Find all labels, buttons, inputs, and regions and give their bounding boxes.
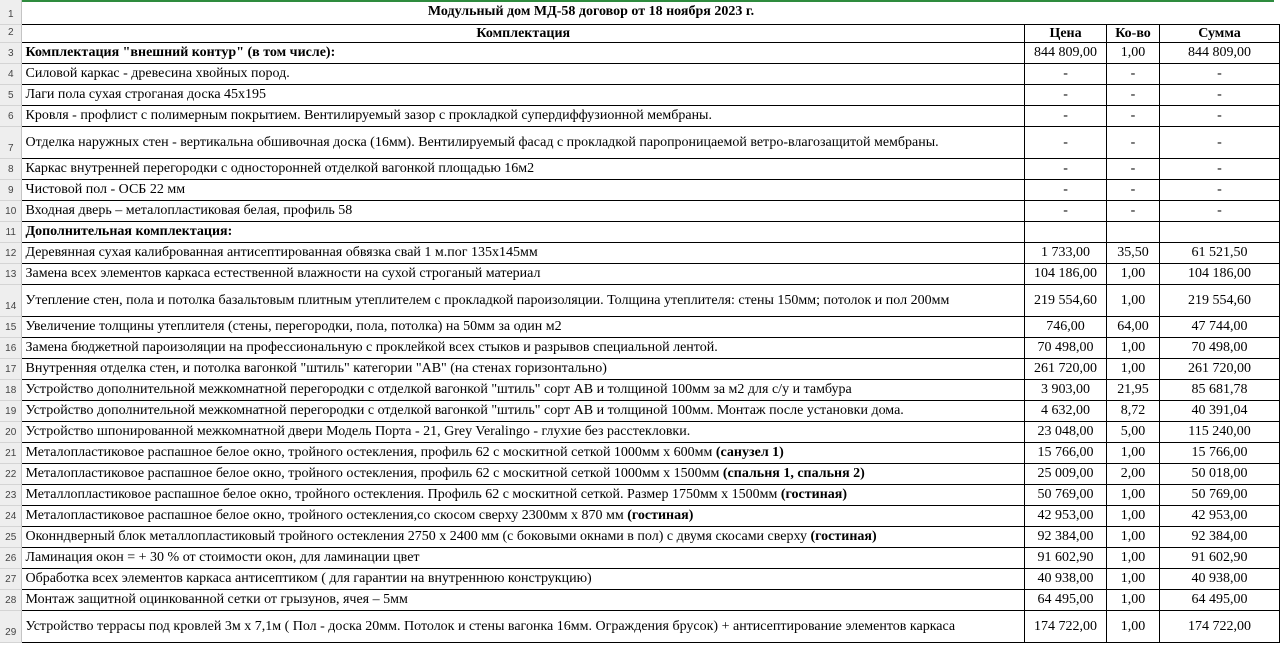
qty-cell[interactable]: - (1107, 158, 1160, 179)
item-description-text: Входная дверь – металопластиковая белая, профиль 58 (25, 203, 353, 218)
price-cell[interactable]: 4 632,00 (1025, 400, 1107, 421)
row-number[interactable]: 13 (0, 263, 22, 284)
qty-cell[interactable]: 21,95 (1107, 379, 1160, 400)
item-description[interactable] (22, 568, 1025, 589)
qty-cell[interactable]: 2,00 (1107, 463, 1160, 484)
row-number[interactable]: 25 (0, 526, 22, 547)
price-cell[interactable]: 40 938,00 (1025, 568, 1107, 589)
item-description-text: Силовой каркас - древесина хвойных пород. (25, 66, 290, 81)
item-description-text: Обработка всех элементов каркаса антисептиком ( для гарантии на внутреннюю конструкцию) (25, 571, 592, 586)
row-number[interactable]: 1 (0, 0, 22, 24)
price-cell[interactable]: - (1025, 63, 1107, 84)
table-row (0, 568, 1280, 589)
table-row (0, 263, 1280, 284)
item-description[interactable] (22, 463, 1025, 484)
table-row (0, 337, 1280, 358)
price-cell[interactable]: - (1025, 179, 1107, 200)
qty-cell[interactable]: 1,00 (1107, 42, 1160, 63)
room-note: (гостиная) (780, 487, 848, 502)
price-cell[interactable]: 261 720,00 (1025, 358, 1107, 379)
item-description-text: Чистовой пол - ОСБ 22 мм (25, 182, 186, 197)
price-cell[interactable]: - (1025, 158, 1107, 179)
item-description[interactable] (22, 126, 1025, 158)
sum-cell[interactable]: 61 521,50 (1160, 242, 1280, 263)
price-cell[interactable]: - (1025, 200, 1107, 221)
qty-cell[interactable]: 35,50 (1107, 242, 1160, 263)
item-description-text: Деревянная сухая калиброванная антисептированная обвязка свай 1 м.пог 135х145мм (25, 245, 538, 260)
room-note: (спальня 1, спальня 2) (722, 466, 865, 481)
qty-cell[interactable]: 64,00 (1107, 316, 1160, 337)
item-description[interactable] (22, 158, 1025, 179)
item-description-text: Устройство дополнительной межкомнатной перегородки с отделкой вагонкой "штиль" сорт АВ и толщиной 100мм за м2 для с/у и тамбура (25, 382, 852, 397)
price-cell[interactable]: 3 903,00 (1025, 379, 1107, 400)
table-row (0, 63, 1280, 84)
table-row (0, 126, 1280, 158)
section-row (0, 42, 1280, 63)
table-row (0, 463, 1280, 484)
sum-cell[interactable]: 15 766,00 (1160, 442, 1280, 463)
qty-cell[interactable]: - (1107, 84, 1160, 105)
price-cell[interactable]: 219 554,60 (1025, 284, 1107, 316)
sum-cell[interactable]: 70 498,00 (1160, 337, 1280, 358)
item-description-text: Утепление стен, пола и потолка базальтовым плитным утеплителем с прокладкой пароизоляции. Толщина утеплителя: стены 150мм; потолок и пол 200мм (25, 292, 950, 308)
qty-cell[interactable]: - (1107, 63, 1160, 84)
qty-cell[interactable] (1107, 221, 1160, 242)
header-description[interactable]: Комплектация (22, 24, 1025, 42)
item-description-text: Металопластиковое распашное белое окно, тройного остекления, профиль 62 с москитной сеткой 1000мм х 600мм (25, 445, 716, 460)
table-row (0, 400, 1280, 421)
table-row (0, 284, 1280, 316)
sum-cell[interactable]: 42 953,00 (1160, 505, 1280, 526)
row-number[interactable]: 23 (0, 484, 22, 505)
sum-cell[interactable]: 40 391,04 (1160, 400, 1280, 421)
sum-cell[interactable]: - (1160, 158, 1280, 179)
room-note: (гостиная) (810, 529, 877, 544)
row-number[interactable]: 12 (0, 242, 22, 263)
price-cell[interactable]: 91 602,90 (1025, 547, 1107, 568)
row-number[interactable]: 7 (0, 126, 22, 158)
item-description[interactable] (22, 284, 1025, 316)
qty-cell[interactable]: 1,00 (1107, 263, 1160, 284)
item-description[interactable] (22, 42, 1025, 63)
row-number[interactable]: 9 (0, 179, 22, 200)
item-description-text: Дополнительная комплектация: (25, 224, 233, 239)
price-cell[interactable]: 104 186,00 (1025, 263, 1107, 284)
sum-cell[interactable]: 844 809,00 (1160, 42, 1280, 63)
sum-cell[interactable] (1160, 221, 1280, 242)
price-cell[interactable]: 174 722,00 (1025, 610, 1107, 642)
row-number[interactable]: 5 (0, 84, 22, 105)
price-cell[interactable]: 15 766,00 (1025, 442, 1107, 463)
header-row (0, 24, 1280, 42)
table-row (0, 610, 1280, 642)
price-cell[interactable]: 64 495,00 (1025, 589, 1107, 610)
item-description[interactable] (22, 505, 1025, 526)
qty-cell[interactable]: 1,00 (1107, 568, 1160, 589)
table-row (0, 547, 1280, 568)
title-row (0, 0, 1280, 24)
price-cell[interactable]: 92 384,00 (1025, 526, 1107, 547)
item-description[interactable] (22, 547, 1025, 568)
item-description[interactable] (22, 242, 1025, 263)
item-description[interactable] (22, 221, 1025, 242)
table-row (0, 379, 1280, 400)
table-row (0, 158, 1280, 179)
row-number[interactable]: 22 (0, 463, 22, 484)
row-number[interactable]: 10 (0, 200, 22, 221)
row-number[interactable]: 21 (0, 442, 22, 463)
row-number[interactable]: 20 (0, 421, 22, 442)
qty-cell[interactable]: 1,00 (1107, 610, 1160, 642)
item-description[interactable] (22, 400, 1025, 421)
sum-cell[interactable]: 64 495,00 (1160, 589, 1280, 610)
table-row (0, 316, 1280, 337)
qty-cell[interactable]: - (1107, 126, 1160, 158)
item-description[interactable] (22, 63, 1025, 84)
sum-cell[interactable]: - (1160, 179, 1280, 200)
sum-cell[interactable]: 50 018,00 (1160, 463, 1280, 484)
item-description-text: Устройство дополнительной межкомнатной перегородки с отделкой вагонкой "штиль" сорт АВ и толщиной 100мм. Монтаж после установки дома. (25, 403, 904, 418)
item-description-text: Оконндверный блок металлопластиковый тройного остекления 2750 х 2400 мм (с боковыми окнами в пол) с двумя скосами сверху (25, 529, 811, 544)
item-description[interactable] (22, 379, 1025, 400)
header-sum[interactable]: Сумма (1160, 24, 1280, 42)
item-description-text: Металопластиковое распашное белое окно, тройного остекления,со скосом сверху 2300мм х 870 мм (25, 508, 628, 523)
empty-cell[interactable] (1160, 0, 1280, 24)
qty-cell[interactable]: 1,00 (1107, 589, 1160, 610)
item-description[interactable] (22, 610, 1025, 642)
sum-cell[interactable]: 50 769,00 (1160, 484, 1280, 505)
item-description-text: Каркас внутренней перегородки с односторонней отделкой вагонкой площадью 16м2 (25, 161, 535, 176)
table-row (0, 84, 1280, 105)
row-number[interactable]: 26 (0, 547, 22, 568)
item-description-text: Устройство шпонированной межкомнатной двери Модель Порта - 21, Grey Veralingo - глухие без расстекловки. (25, 424, 691, 439)
sum-cell[interactable]: 85 681,78 (1160, 379, 1280, 400)
sum-cell[interactable]: 40 938,00 (1160, 568, 1280, 589)
row-number[interactable]: 28 (0, 589, 22, 610)
item-description-text: Лаги пола сухая строганая доска 45х195 (25, 87, 267, 102)
table-row (0, 421, 1280, 442)
row-number[interactable]: 29 (0, 610, 22, 642)
item-description[interactable] (22, 200, 1025, 221)
table-row (0, 242, 1280, 263)
item-description-text: Ламинация окон = + 30 % от стоимости окон, для ламинации цвет (25, 550, 420, 565)
row-number[interactable]: 17 (0, 358, 22, 379)
sum-cell[interactable]: 47 744,00 (1160, 316, 1280, 337)
item-description[interactable] (22, 84, 1025, 105)
item-description-text: Внутренняя отделка стен, и потолка вагонкой "штиль" категории "АВ" (на стенах горизонтально) (25, 361, 607, 376)
table-row (0, 179, 1280, 200)
item-description[interactable] (22, 105, 1025, 126)
qty-cell[interactable]: 1,00 (1107, 505, 1160, 526)
qty-cell[interactable]: 1,00 (1107, 484, 1160, 505)
item-description[interactable] (22, 358, 1025, 379)
sum-cell[interactable]: - (1160, 63, 1280, 84)
item-description[interactable] (22, 526, 1025, 547)
table-row (0, 358, 1280, 379)
price-cell[interactable]: - (1025, 105, 1107, 126)
item-description[interactable] (22, 442, 1025, 463)
row-number[interactable]: 24 (0, 505, 22, 526)
qty-cell[interactable]: - (1107, 179, 1160, 200)
row-number[interactable]: 14 (0, 284, 22, 316)
room-note: (санузел 1) (715, 445, 784, 460)
qty-cell[interactable]: 8,72 (1107, 400, 1160, 421)
row-number[interactable]: 15 (0, 316, 22, 337)
qty-cell[interactable]: - (1107, 200, 1160, 221)
price-cell[interactable]: 1 733,00 (1025, 242, 1107, 263)
sum-cell[interactable]: - (1160, 126, 1280, 158)
price-cell[interactable]: - (1025, 126, 1107, 158)
qty-cell[interactable]: 1,00 (1107, 284, 1160, 316)
price-cell[interactable]: 23 048,00 (1025, 421, 1107, 442)
item-description-text: Комплектация "внешний контур" (в том числе): (25, 45, 336, 60)
row-number[interactable]: 18 (0, 379, 22, 400)
row-number[interactable]: 27 (0, 568, 22, 589)
row-number[interactable]: 6 (0, 105, 22, 126)
qty-cell[interactable]: 5,00 (1107, 421, 1160, 442)
item-description-text: Металлопластиковое распашное белое окно, тройного остекления. Профиль 62 с москитной сеткой. Размер 1750мм х 1500мм (25, 487, 781, 502)
item-description-text: Устройство террасы под кровлей 3м х 7,1м ( Пол - доска 20мм. Потолок и стены вагонка 16мм. Ограждения брусок) + антисептирование элементов каркаса (25, 618, 956, 634)
sum-cell[interactable]: 219 554,60 (1160, 284, 1280, 316)
price-cell[interactable]: 25 009,00 (1025, 463, 1107, 484)
item-description[interactable] (22, 179, 1025, 200)
item-description-text: Кровля - профлист с полимерным покрытием. Вентилируемый зазор с прокладкой супердиффузионной мембраны. (25, 108, 712, 123)
qty-cell[interactable]: 1,00 (1107, 442, 1160, 463)
item-description[interactable] (22, 421, 1025, 442)
row-number[interactable]: 11 (0, 221, 22, 242)
table-row (0, 589, 1280, 610)
qty-cell[interactable]: - (1107, 105, 1160, 126)
header-qty[interactable]: Ко-во (1107, 24, 1160, 42)
document-title[interactable]: Модульный дом МД-58 договор от 18 ноября 2023 г. (22, 0, 1160, 24)
section-row (0, 221, 1280, 242)
price-cell[interactable] (1025, 221, 1107, 242)
sum-cell[interactable]: - (1160, 200, 1280, 221)
sum-cell[interactable]: 92 384,00 (1160, 526, 1280, 547)
table-row (0, 105, 1280, 126)
sum-cell[interactable]: - (1160, 84, 1280, 105)
qty-cell[interactable]: 1,00 (1107, 547, 1160, 568)
table-row (0, 526, 1280, 547)
price-cell[interactable]: 50 769,00 (1025, 484, 1107, 505)
sum-cell[interactable]: 174 722,00 (1160, 610, 1280, 642)
item-description-text: Монтаж защитной оцинкованной сетки от грызунов, ячея – 5мм (25, 592, 408, 607)
room-note: (гостиная) (627, 508, 694, 523)
item-description[interactable] (22, 484, 1025, 505)
price-cell[interactable]: 70 498,00 (1025, 337, 1107, 358)
item-description-text: Отделка наружных стен - вертикальна обшивочная доска (16мм). Вентилируемый фасад с прокладкой паропроницаемой ветро-влагозащитой мембраны. (25, 134, 939, 150)
row-number[interactable]: 16 (0, 337, 22, 358)
row-number[interactable]: 19 (0, 400, 22, 421)
sum-cell[interactable]: 104 186,00 (1160, 263, 1280, 284)
table-row (0, 442, 1280, 463)
qty-cell[interactable]: 1,00 (1107, 358, 1160, 379)
item-description[interactable] (22, 263, 1025, 284)
item-description[interactable] (22, 316, 1025, 337)
row-number[interactable]: 4 (0, 63, 22, 84)
header-price[interactable]: Цена (1025, 24, 1107, 42)
price-cell[interactable]: 746,00 (1025, 316, 1107, 337)
sum-cell[interactable]: 115 240,00 (1160, 421, 1280, 442)
price-cell[interactable]: 42 953,00 (1025, 505, 1107, 526)
sum-cell[interactable]: 261 720,00 (1160, 358, 1280, 379)
table-row (0, 200, 1280, 221)
row-number[interactable]: 2 (0, 24, 22, 42)
table-row (0, 484, 1280, 505)
item-description-text: Замена всех элементов каркаса естественной влажности на сухой строганый материал (25, 266, 541, 281)
qty-cell[interactable]: 1,00 (1107, 526, 1160, 547)
qty-cell[interactable]: 1,00 (1107, 337, 1160, 358)
item-description[interactable] (22, 337, 1025, 358)
row-number[interactable]: 8 (0, 158, 22, 179)
item-description[interactable] (22, 589, 1025, 610)
item-description-text: Увеличение толщины утеплителя (стены, перегородки, пола, потолка) на 50мм за один м2 (25, 319, 562, 334)
sum-cell[interactable]: - (1160, 105, 1280, 126)
item-description-text: Замена бюджетной пароизоляции на профессиональную с проклейкой всех стыков и разрывов специальной лентой. (25, 340, 718, 355)
item-description-text: Металопластиковое распашное белое окно, тройного остекления, профиль 62 с москитной сеткой 1000мм х 1500мм (25, 466, 723, 481)
price-cell[interactable]: - (1025, 84, 1107, 105)
row-number[interactable]: 3 (0, 42, 22, 63)
price-cell[interactable]: 844 809,00 (1025, 42, 1107, 63)
sum-cell[interactable]: 91 602,90 (1160, 547, 1280, 568)
table-row (0, 505, 1280, 526)
